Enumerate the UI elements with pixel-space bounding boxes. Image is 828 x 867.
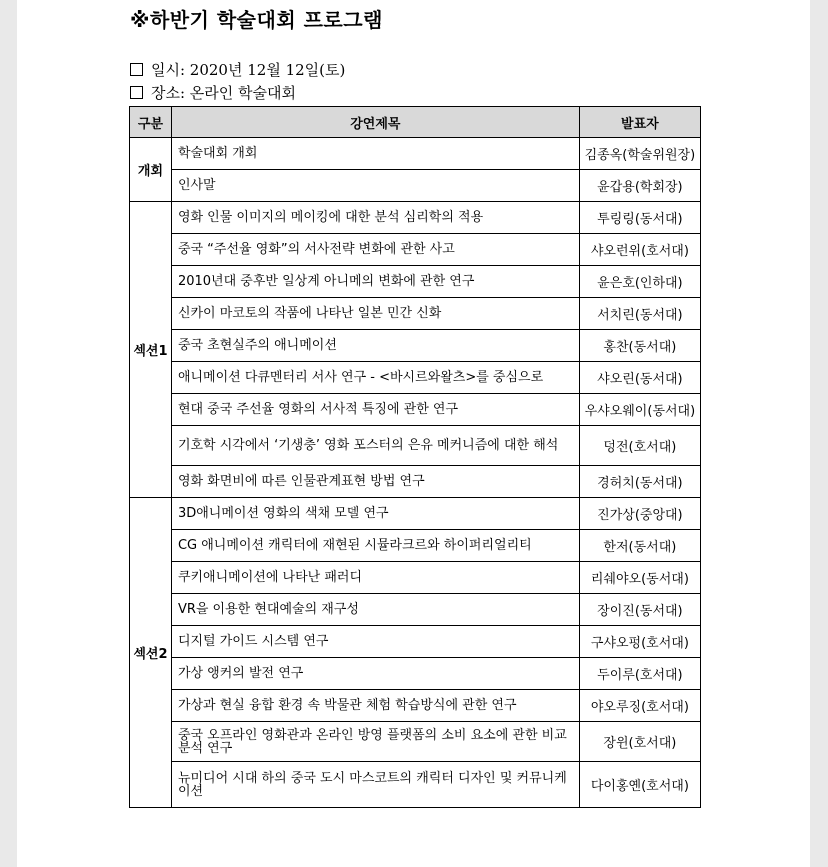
talk-title: CG 애니메이션 캐릭터에 재현된 시뮬라크르와 하이퍼리얼리티 bbox=[171, 530, 579, 562]
presenter: 두이루(호서대) bbox=[579, 658, 700, 690]
talk-title: 현대 중국 주선율 영화의 서사적 특징에 관한 연구 bbox=[171, 394, 579, 426]
table-row bbox=[130, 426, 701, 466]
presenter: 야오루징(호서대) bbox=[579, 690, 700, 722]
table-row bbox=[130, 330, 701, 362]
checkbox-square-icon bbox=[130, 63, 143, 76]
table-row bbox=[130, 626, 701, 658]
presenter: 한저(동서대) bbox=[579, 530, 700, 562]
table-header-row bbox=[130, 107, 701, 138]
table-row bbox=[130, 498, 701, 530]
table-row bbox=[130, 362, 701, 394]
presenter: 윤갑용(학회장) bbox=[579, 170, 700, 202]
talk-title: 중국 오프라인 영화관과 온라인 방영 플랫폼의 소비 요소에 관한 비교 분석 연구 bbox=[171, 722, 579, 762]
talk-title: 영화 인물 이미지의 메이킹에 대한 분석 심리학의 적용 bbox=[171, 202, 579, 234]
info-date bbox=[130, 59, 345, 80]
header-presenter: 발표자 bbox=[579, 107, 700, 138]
table-row bbox=[130, 466, 701, 498]
talk-title: 인사말 bbox=[171, 170, 579, 202]
place-text: 장소: 온라인 학술대회 bbox=[151, 84, 297, 102]
presenter: 김종옥(학술위원장) bbox=[579, 138, 700, 170]
talk-title: 2010년대 중후반 일상계 아니메의 변화에 관한 연구 bbox=[171, 266, 579, 298]
presenter: 투링링(동서대) bbox=[579, 202, 700, 234]
presenter: 서치린(동서대) bbox=[579, 298, 700, 330]
presenter: 샤오런위(호서대) bbox=[579, 234, 700, 266]
talk-title: 3D애니메이션 영화의 색채 모델 연구 bbox=[171, 498, 579, 530]
table-row bbox=[130, 690, 701, 722]
presenter: 샤오린(동서대) bbox=[579, 362, 700, 394]
table-row bbox=[130, 562, 701, 594]
presenter: 장이진(동서대) bbox=[579, 594, 700, 626]
presenter: 덩전(호서대) bbox=[579, 426, 700, 466]
table-row bbox=[130, 202, 701, 234]
presenter: 우샤오웨이(동서대) bbox=[579, 394, 700, 426]
presenter: 리쉐야오(동서대) bbox=[579, 562, 700, 594]
date-text: 일시: 2020년 12월 12일(토) bbox=[151, 61, 346, 79]
presenter: 경허치(동서대) bbox=[579, 466, 700, 498]
header-category: 구분 bbox=[130, 107, 172, 138]
presenter: 장윈(호서대) bbox=[579, 722, 700, 762]
presenter: 진가상(중앙대) bbox=[579, 498, 700, 530]
talk-title: 학술대회 개회 bbox=[171, 138, 579, 170]
talk-title: 기호학 시각에서 ‘기생충’ 영화 포스터의 은유 메커니즘에 대한 해석 bbox=[171, 426, 579, 466]
talk-title: 신카이 마코토의 작품에 나타난 일본 민간 신화 bbox=[171, 298, 579, 330]
table-row bbox=[130, 762, 701, 808]
talk-title: 디지털 가이드 시스템 연구 bbox=[171, 626, 579, 658]
talk-title: 중국 초현실주의 애니메이션 bbox=[171, 330, 579, 362]
table-row bbox=[130, 234, 701, 266]
table-row bbox=[130, 658, 701, 690]
table-row bbox=[130, 394, 701, 426]
group-label: 개회 bbox=[130, 138, 172, 202]
talk-title: VR을 이용한 현대예술의 재구성 bbox=[171, 594, 579, 626]
talk-title: 가상과 현실 융합 환경 속 박물관 체험 학습방식에 관한 연구 bbox=[171, 690, 579, 722]
presenter: 윤은호(인하대) bbox=[579, 266, 700, 298]
presenter: 구샤오펑(호서대) bbox=[579, 626, 700, 658]
talk-title: 영화 화면비에 따른 인물관계표현 방법 연구 bbox=[171, 466, 579, 498]
table-row bbox=[130, 298, 701, 330]
table-row bbox=[130, 722, 701, 762]
program-table bbox=[129, 106, 701, 808]
table-row bbox=[130, 138, 701, 170]
table-row bbox=[130, 530, 701, 562]
header-talk-title: 강연제목 bbox=[171, 107, 579, 138]
document-page bbox=[17, 0, 810, 867]
talk-title: 중국 “주선율 영화”의 서사전략 변화에 관한 사고 bbox=[171, 234, 579, 266]
presenter: 홍찬(동서대) bbox=[579, 330, 700, 362]
talk-title: 쿠키애니메이션에 나타난 패러디 bbox=[171, 562, 579, 594]
group-label: 섹션2 bbox=[130, 498, 172, 808]
info-place bbox=[130, 82, 296, 103]
table-row bbox=[130, 170, 701, 202]
talk-title: 뉴미디어 시대 하의 중국 도시 마스코트의 캐릭터 디자인 및 커뮤니케이션 bbox=[171, 762, 579, 808]
checkbox-square-icon bbox=[130, 86, 143, 99]
table-body bbox=[130, 138, 701, 808]
group-label: 섹션1 bbox=[130, 202, 172, 498]
talk-title: 가상 앵커의 발전 연구 bbox=[171, 658, 579, 690]
table-row bbox=[130, 594, 701, 626]
table-row bbox=[130, 266, 701, 298]
page-title: ※하반기 학술대회 프로그램 bbox=[130, 8, 383, 32]
talk-title: 애니메이션 다큐멘터리 서사 연구 - <바시르와왈츠>를 중심으로 bbox=[171, 362, 579, 394]
presenter: 다이홍옌(호서대) bbox=[579, 762, 700, 808]
